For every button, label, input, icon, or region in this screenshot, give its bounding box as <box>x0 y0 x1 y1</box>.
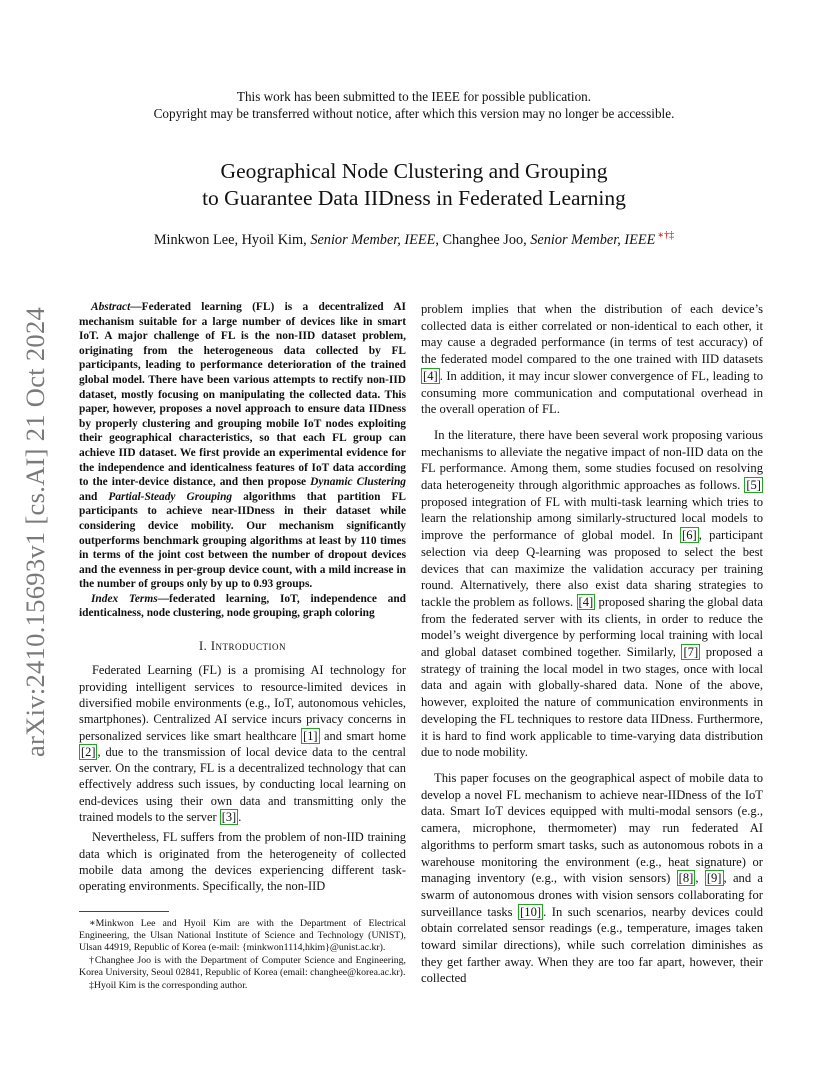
citation-link[interactable]: [5] <box>746 478 761 493</box>
citation-link[interactable]: [4] <box>578 594 594 609</box>
text: , <box>695 871 705 886</box>
abstract-emph-2: Partial-Steady Grouping <box>108 490 233 503</box>
text: . In such scenarios, nearby devices could obtain correlated sensor readings (e.g., temperature, images taken toward similar directions), while such correlation diminishes as they get farther away. When they are too far apart, however, their collected <box>421 904 763 986</box>
citation-link[interactable]: [10] <box>520 904 542 919</box>
footnote-3: ‡Hyoil Kim is the corresponding author. <box>89 979 248 991</box>
intro-paragraph-4 <box>421 427 763 761</box>
footnote-marks[interactable]: ∗†‡ <box>657 230 675 241</box>
abstract <box>79 300 406 592</box>
text: , due to the transmission of local device data to the central server. On the contrary, FL is a decentralized technology that can effectively address such issues, by conducting local learning on end-devices using their own data and transmitting only the trained models to the server <box>79 744 406 825</box>
footnote-2: †Changhee Joo is with the Department of Computer Science and Engineering, Korea University, Seoul 02841, Republic of Korea (email: changhee@korea.ac.kr). <box>79 954 406 979</box>
left-column <box>79 300 406 992</box>
text: . In addition, it may incur slower convergence of FL, leading to consuming more communication and computational overhead in the overall operation of FL. <box>421 368 763 417</box>
text: proposed integration of FL with multi-task learning which tries to learn the relationship among similarly-structured local models to improve the performance of global model. In <box>421 494 763 543</box>
citation-link[interactable]: [9] <box>706 871 722 886</box>
index-terms-label: Index Terms <box>91 592 158 605</box>
text: , and a swarm of autonomous drones with vision sensors collaborating for surveillance tasks <box>421 871 764 919</box>
title-line-2: to Guarantee Data IIDness in Federated Learning <box>202 186 626 210</box>
author-line <box>0 227 828 249</box>
abstract-text-1: —Federated learning (FL) is a decentralized AI mechanism suitable for a large number of devices like in smart IoT. A major challenge of FL is the non-IID dataset problem, originating from the heterogeneous data collected by FL participants, leading to performance deterioration of the trained global model. There have been various attempts to rectify non-IID dataset, mostly focusing on manipulating the collected data. This paper, however, proposes a novel approach to ensure data IIDness by properly clustering and grouping mobile IoT nodes exploiting their geographical characteristics, so that each FL group can achieve IID dataset. We first provide an experimental evidence for the independence and identicalness features of IoT data according to the inter-device distance, and then propose <box>79 301 406 489</box>
citation-link[interactable]: [1] <box>303 728 318 743</box>
section-number: I. <box>199 639 211 654</box>
citation-link[interactable]: [7] <box>683 645 699 660</box>
author-role-2: Senior Member, IEEE <box>530 231 656 248</box>
text: . <box>238 810 242 825</box>
text: Federated Learning (FL) is a promising AI technology for providing intelligent services to resource-limited devices in diversified mobile environments (e.g., IoT, autonomous vehicles, smartphones). Centralized AI service incurs privacy concerns in personalized services like smart healthcare <box>79 663 406 743</box>
footnote-rule <box>79 911 169 912</box>
text: This paper focuses on the geographical aspect of mobile data to develop a novel FL mechanism to achieve near-IIDness of the IoT data. Smart IoT devices equipped with multi-modal sensors (e.g., camera, microphone, thermometer) may run federated AI algorithms to perform smart tasks, such as autonomous robots in a warehouse monitoring the environment (e.g., heat signature) or managing inventory (e.g., with vision sensors) <box>421 770 763 886</box>
citation-link[interactable]: [3] <box>221 810 237 825</box>
notice-line-1: This work has been submitted to the IEEE for possible publication. <box>236 89 592 104</box>
abstract-label: Abstract <box>91 301 131 313</box>
right-column <box>421 301 763 996</box>
index-terms <box>79 592 406 621</box>
author-role-1: Senior Member, IEEE <box>310 231 436 248</box>
title-line-1: Geographical Node Clustering and Grouping <box>220 159 608 183</box>
section-heading <box>79 638 406 654</box>
text: proposed a strategy of training the local model in two stages, once with local data and again with globally-shared data. None of the above, however, exploited the nature of communication environments in developing the FL techniques to restore data IIDness. Furthermore, it is hard to find work applicable to time-varying data distribution due to node mobility. <box>421 645 763 760</box>
arxiv-id: arXiv:2410.15693v1 [cs.AI] 21 Oct 2024 <box>20 306 50 757</box>
paper-title <box>0 158 828 212</box>
abstract-text-2: algorithms that partition FL participants to achieve near-IIDness in their dataset while considering device mobility. Our mechanism significantly outperforms benchmark grouping algorithms at least by 110 times in terms of the joint cost between the number of dropout devices and the evenness in per-group device count, with a mild increase in the number of groups only by up to 0.93 groups. <box>79 490 406 591</box>
text: proposed sharing the global data from the federated server with its clients, in order to reduce the model’s weight divergence by performing local training with local and global dataset combined together. Similarly, <box>421 594 763 660</box>
intro-paragraph-5 <box>421 770 763 987</box>
abstract-text-mid: and <box>79 490 109 503</box>
footnote-1: ∗Minkwon Lee and Hyoil Kim are with the Department of Electrical Engineering, the Ulsan National Institute of Science and Technology (UNIST), Ulsan 44919, Republic of Korea (e-mail: {minkwon1114,hkim}@unist.ac.kr). <box>79 917 406 954</box>
authors-2: , Changhee Joo, <box>435 231 531 248</box>
intro-paragraph-1 <box>79 662 406 825</box>
text: In the literature, there have been several work proposing various mechanisms to alleviate the negative impact of non-IID data on the FL performance. Among them, some studies focused on resolving data heterogeneity through algorithmic approaches as follows. <box>421 427 763 493</box>
arxiv-stamp <box>20 297 60 757</box>
citation-link[interactable]: [8] <box>678 871 694 886</box>
intro-paragraph-2: Nevertheless, FL suffers from the problem of non-IID training data which is originated from the heterogeneity of collected mobile data among the devices experiencing different task-operating environments. Specifically, the non-IID <box>79 830 406 894</box>
intro-paragraph-3 <box>421 301 763 418</box>
notice-line-2: Copyright may be transferred without notice, after which this version may no longer be accessible. <box>153 106 675 121</box>
text: problem implies that when the distribution of each device’s collected data is either correlated or non-identical to each other, it may cause a degraded performance (in terms of test accuracy) of the federated model compared to the one trained with IID datasets <box>421 302 763 367</box>
text: , participant selection via deep Q-learning was proposed to select the best devices that can maximize the validation accuracy per training round. Alternatively, there also exist data sharing strategies to tackle the problem as follows. <box>421 528 763 609</box>
text: and smart home <box>319 728 407 743</box>
abstract-emph-1: Dynamic Clustering <box>310 476 406 489</box>
submission-notice <box>0 88 828 122</box>
citation-link[interactable]: [4] <box>423 368 438 383</box>
authors-1: Minkwon Lee, Hyoil Kim, <box>153 231 311 248</box>
citation-link[interactable]: [6] <box>682 528 697 543</box>
index-terms-text: —federated learning, IoT, independence and identicalness, node clustering, node grouping, graph coloring <box>79 592 406 620</box>
citation-link[interactable]: [2] <box>81 744 96 759</box>
section-title: Introduction <box>210 639 286 654</box>
